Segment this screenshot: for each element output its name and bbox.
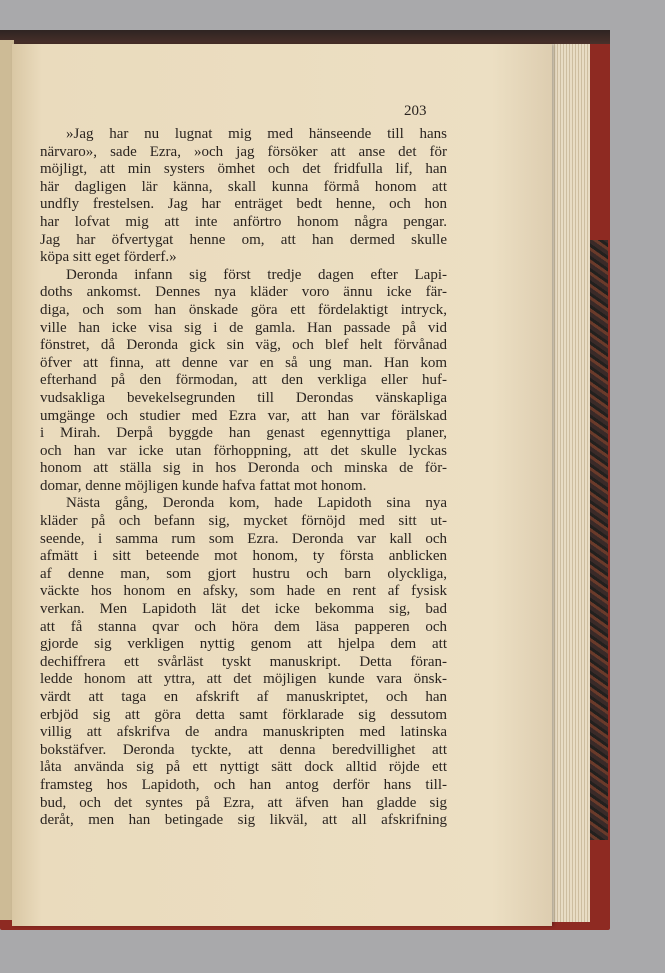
paragraph [40, 126, 447, 267]
text-line: erbjöd sig att göra detta samt förklarade sig dessutom [40, 706, 447, 723]
text-line: honom att ställa sig in hos Deronda och minska de för- [40, 460, 447, 477]
text-line: umgänge och studier med Ezra var, att han var förälskad [40, 407, 447, 424]
text-line: efterhand på den förmodan, att den verkliga eller huf- [40, 372, 447, 389]
text-line: deråt, men han betingade sig likväl, att all afskrifning [40, 812, 447, 829]
text-line: kläder på och befann sig, mycket förnöjd med sitt ut- [40, 513, 447, 530]
text-line: värdt att taga en afskrift af manuskriptet, och han [40, 689, 447, 705]
text-line: väckte hos honom en afsky, som hade en rent af fysisk [40, 583, 447, 600]
text-line: bokstäfver. Deronda tyckte, att denna beredvillighet att [40, 741, 447, 758]
marbled-spine [588, 240, 608, 840]
text-line: Jag har öfvertygat henne om, att han dermed skulle [40, 231, 447, 248]
text-line: och han var icke utan förhoppning, att det skulle lyckas [40, 442, 447, 459]
text-line: afmätt i sitt beteende mot honom, ty första anblicken [40, 548, 447, 565]
text-line: villig att afskrifva de andra manuskripten med latinska [40, 724, 447, 741]
paragraph [40, 267, 447, 496]
text-line: att få stanna qvar och höra dem läsa papperen och [40, 618, 447, 635]
text-line: vudsakliga bevekelsegrunden till Derondas vänskapliga [40, 389, 447, 406]
body-text [40, 126, 447, 830]
text-line: domar, denne möjligen kunde hafva fattat mot honom. [40, 477, 367, 494]
text-line: verkan. Men Lapidoth lät det icke bekomma sig, bad [40, 601, 447, 618]
paragraph [40, 495, 447, 829]
text-line: närvaro», sade Ezra, »och jag försöker att anse det för [40, 143, 447, 160]
text-line: »Jag har nu lugnat mig med hänseende till hans [66, 126, 447, 142]
text-line: Deronda infann sig först tredje dagen efter Lapi- [66, 266, 447, 283]
text-line: fönstret, då Deronda gick sin väg, och blef helt förvånad [40, 337, 447, 354]
text-line: öfver att finna, att denne var en så ung man. Han kom [40, 354, 447, 371]
text-line: diga, och som han önskade göra ett fördelaktigt intryck, [40, 301, 447, 318]
text-line: Nästa gång, Deronda kom, hade Lapidoth sina nya [66, 495, 447, 512]
text-line: ville han icke visa sig i de gamla. Han passade på vid [40, 319, 447, 336]
text-line: gjorde sig verkligen nyttig genom att hjelpa dem att [40, 636, 447, 653]
text-line: af denne man, som gjort hustru och barn olyckliga, [40, 565, 447, 582]
text-line: bud, och det syntes på Ezra, att äfven han gladde sig [40, 794, 447, 811]
text-line: har lofvat mig att inte anförtro honom några pengar. [40, 213, 447, 230]
text-line: doths ankomst. Dennes nya kläder voro ännu icke fär- [40, 284, 447, 301]
book-top-edge [0, 30, 610, 44]
text-line: köpa sitt eget förderf.» [40, 249, 177, 266]
text-line: möjligt, att min systers ömhet och det fridfulla lif, han [40, 161, 447, 178]
text-line: dechiffrera ett svårläst tyskt manuskript. Detta föran- [40, 653, 447, 670]
text-line: låta använda sig på ett nyttigt sätt dock alltid röjde ett [40, 759, 447, 776]
text-line: seende, i samma rum som Ezra. Deronda var kall och [40, 530, 447, 547]
page-number: 203 [404, 103, 427, 119]
text-line: här dagligen lär känna, skall kunna förmå honom att [40, 178, 447, 195]
text-line: framsteg hos Lapidoth, och han antog derför hans till- [40, 776, 447, 793]
text-line: undfly frestelsen. Jag har enträget bedt henne, och hon [40, 196, 447, 213]
text-line: ledde honom att yttra, att det möjligen kunde vara önsk- [40, 671, 447, 688]
text-line: i Mirah. Derpå byggde han genast egennyttiga planer, [40, 425, 447, 442]
